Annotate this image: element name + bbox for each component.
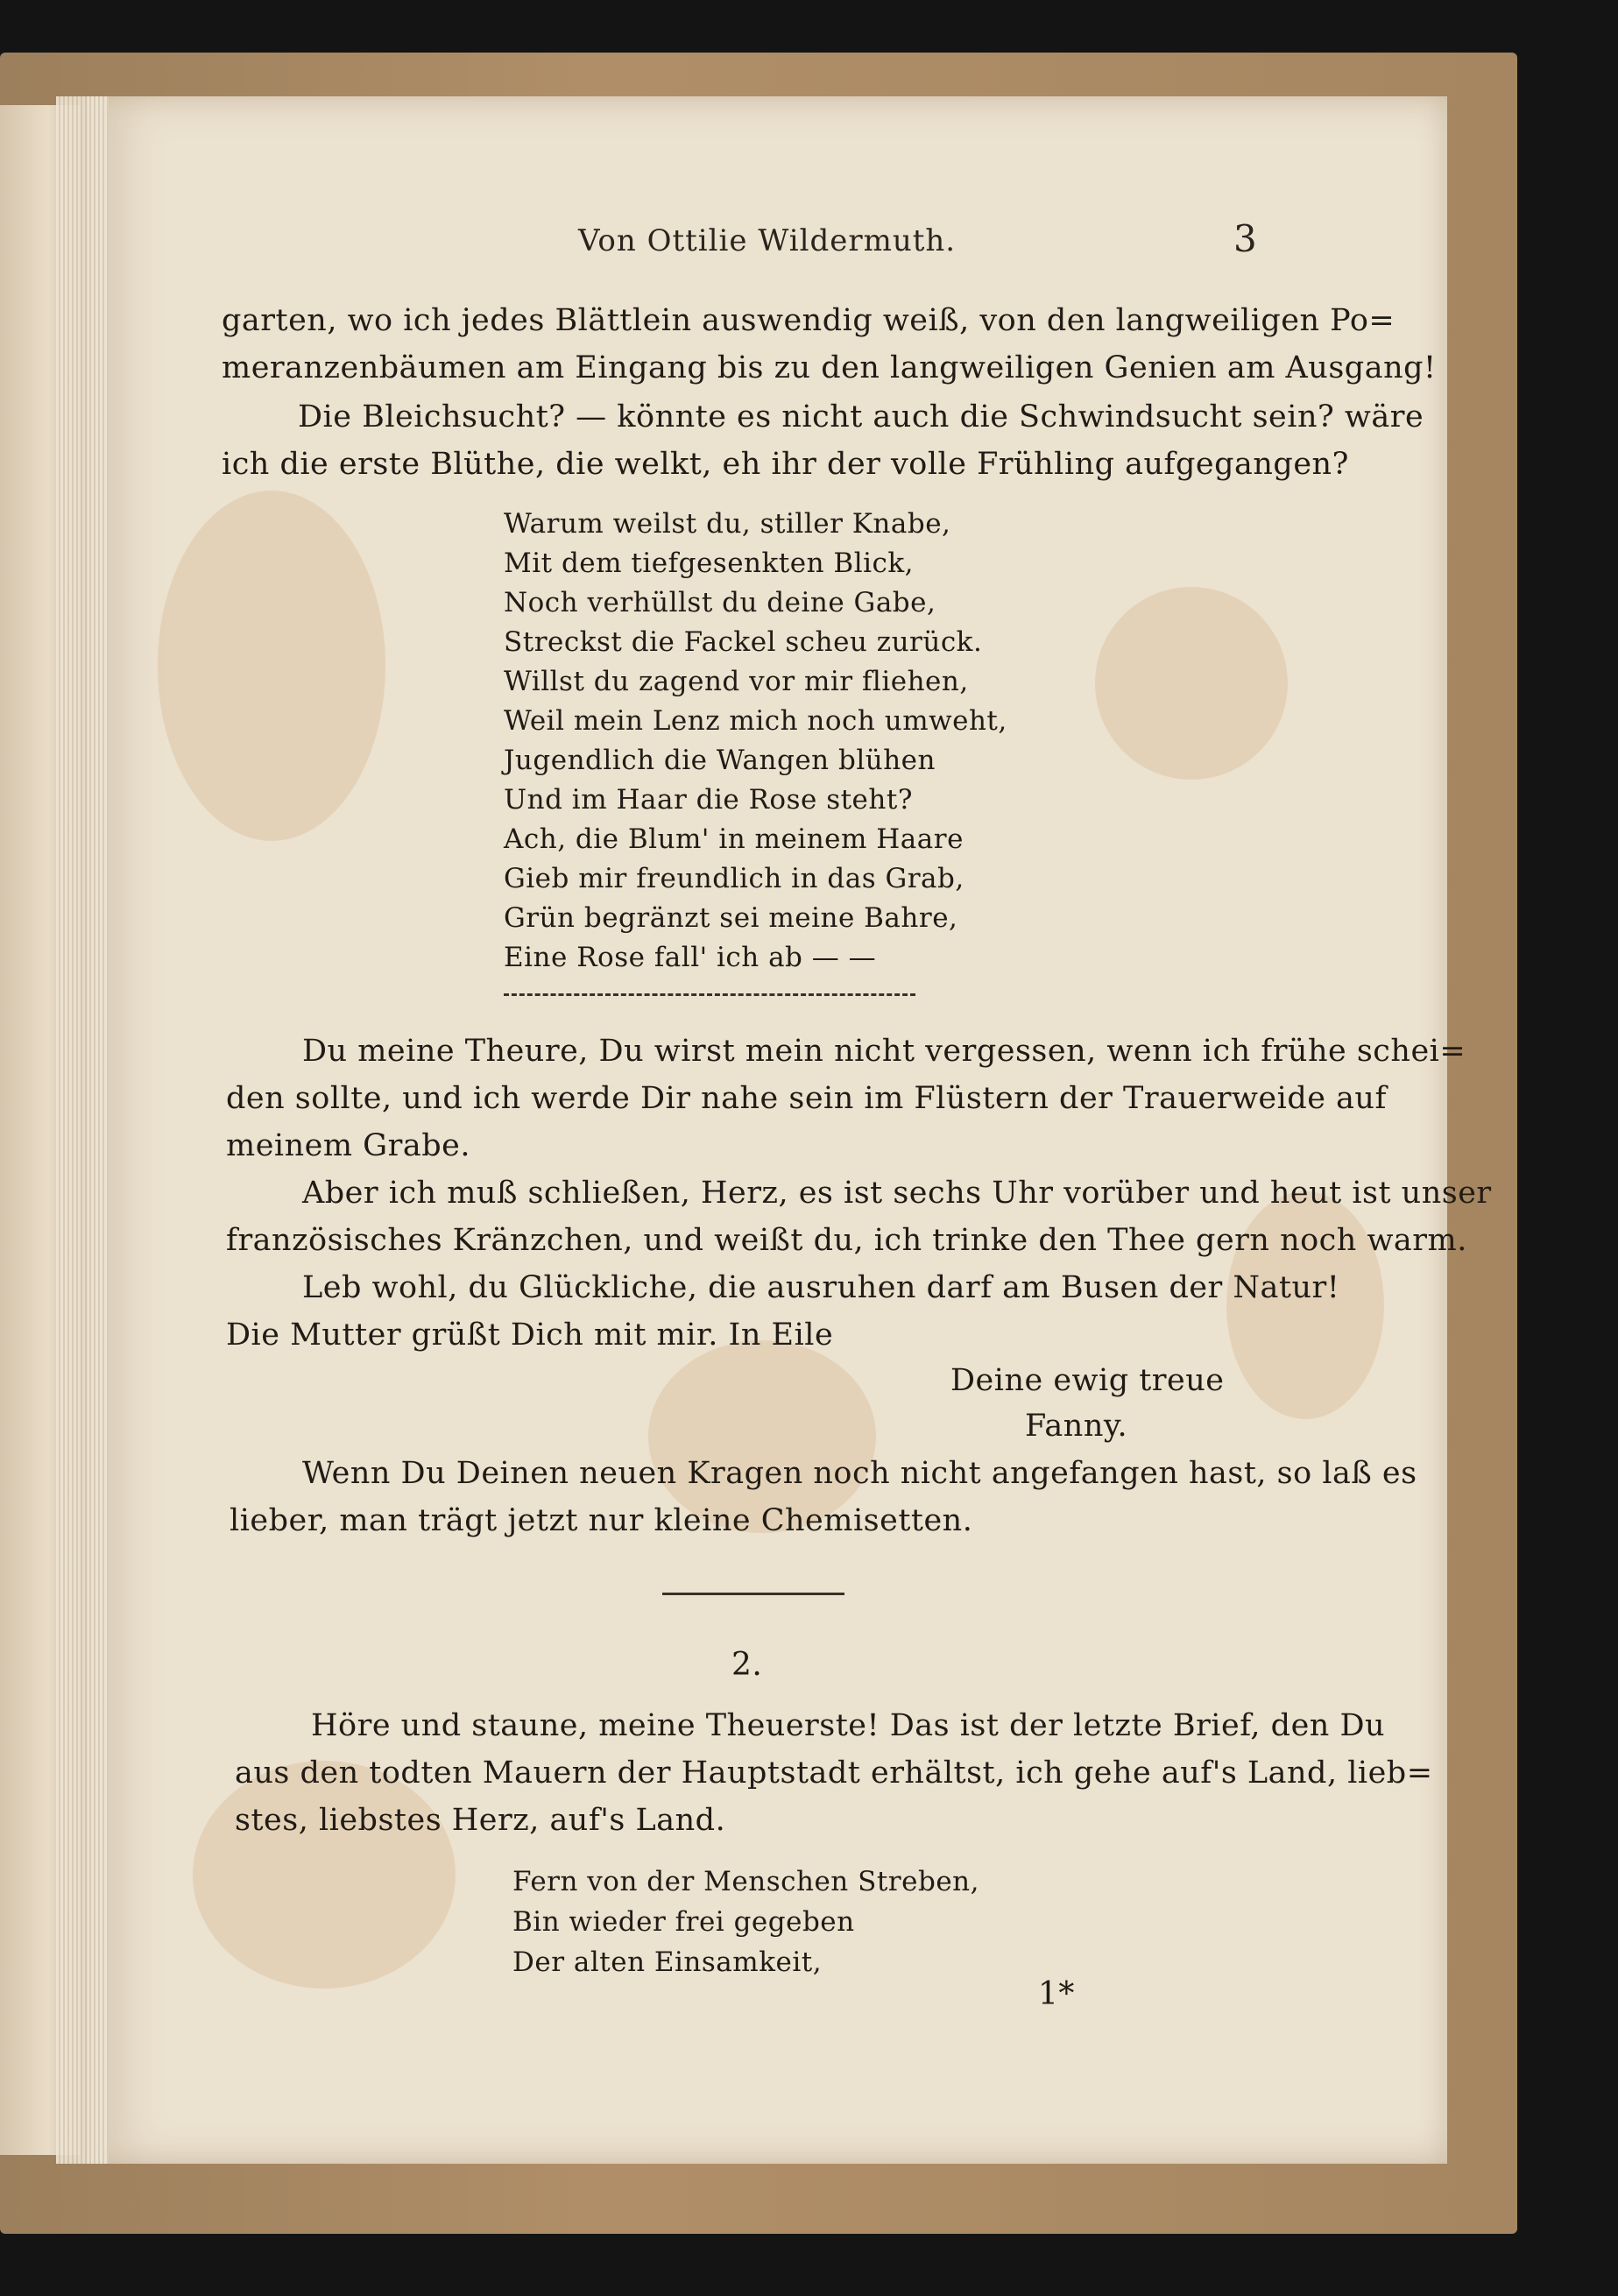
book-gutter	[56, 96, 109, 2164]
text-line: Wenn Du Deinen neuen Kragen noch nicht angefangen hast, so laß es	[302, 1456, 1417, 1491]
paper-stain	[193, 1761, 456, 1989]
text-line: stes, liebstes Herz, auf's Land.	[235, 1803, 726, 1838]
text-line: Die Mutter grüßt Dich mit mir. In Eile	[226, 1318, 834, 1353]
text-line: meinem Grabe.	[226, 1128, 470, 1163]
closing-line: Deine ewig treue	[950, 1363, 1225, 1398]
page-number: 3	[1233, 217, 1257, 260]
text-line: französisches Kränzchen, und weißt du, ich trinke den Thee gern noch warm.	[226, 1223, 1467, 1258]
verse-line: Warum weilst du, stiller Knabe,	[504, 508, 951, 540]
verse-line: Gieb mir freundlich in das Grab,	[504, 863, 964, 894]
text-line: meranzenbäumen am Eingang bis zu den langweiligen Genien am Ausgang!	[222, 350, 1437, 385]
text-line: Leb wohl, du Glückliche, die ausruhen darf am Busen der Natur!	[302, 1270, 1340, 1305]
verse-line: Bin wieder frei gegeben	[512, 1906, 855, 1938]
section-rule	[662, 1593, 844, 1595]
text-line: ich die erste Blüthe, die welkt, eh ihr der volle Frühling aufgegangen?	[222, 447, 1349, 482]
text-line: Aber ich muß schließen, Herz, es ist sechs Uhr vorüber und heut ist unser	[302, 1176, 1492, 1211]
text-line: garten, wo ich jedes Blättlein auswendig weiß, von den langweiligen Po=	[222, 303, 1395, 338]
paper-stain	[1095, 587, 1288, 780]
running-head: Von Ottilie Wildermuth.	[578, 223, 957, 258]
verse-line: Fern von der Menschen Streben,	[512, 1866, 979, 1897]
text-line: den sollte, und ich werde Dir nahe sein im Flüstern der Trauerweide auf	[226, 1081, 1387, 1116]
text-line: lieber, man trägt jetzt nur kleine Chemisetten.	[230, 1503, 973, 1538]
verse-line: Eine Rose fall' ich ab — —	[504, 942, 877, 973]
verse-line: Und im Haar die Rose steht?	[504, 784, 913, 816]
signature-name: Fanny.	[1025, 1409, 1128, 1444]
verse-line: Grün begränzt sei meine Bahre,	[504, 902, 958, 934]
section-number: 2.	[731, 1647, 763, 1683]
signature-mark: 1*	[1038, 1976, 1075, 2012]
text-line: Die Bleichsucht? — könnte es nicht auch die Schwindsucht sein? wäre	[298, 399, 1424, 434]
verse-line: Mit dem tiefgesenkten Blick,	[504, 548, 915, 579]
verse-line: Weil mein Lenz mich noch umweht,	[504, 705, 1007, 737]
text-line: Du meine Theure, Du wirst mein nicht vergessen, wenn ich frühe schei=	[302, 1034, 1466, 1069]
verse-line: Willst du zagend vor mir fliehen,	[504, 666, 969, 697]
verse-line: Jugendlich die Wangen blühen	[504, 745, 936, 776]
verse-line: Noch verhüllst du deine Gabe,	[504, 587, 936, 618]
verse-line: Streckst die Fackel scheu zurück.	[504, 626, 983, 658]
paper-stain	[158, 491, 385, 841]
text-line: aus den todten Mauern der Hauptstadt erhältst, ich gehe auf's Land, lieb=	[235, 1756, 1433, 1791]
dashed-rule	[504, 993, 915, 996]
verse-line: Ach, die Blum' in meinem Haare	[504, 823, 964, 855]
text-line: Höre und staune, meine Theuerste! Das ist der letzte Brief, den Du	[311, 1708, 1386, 1743]
verse-line: Der alten Einsamkeit,	[512, 1946, 823, 1978]
